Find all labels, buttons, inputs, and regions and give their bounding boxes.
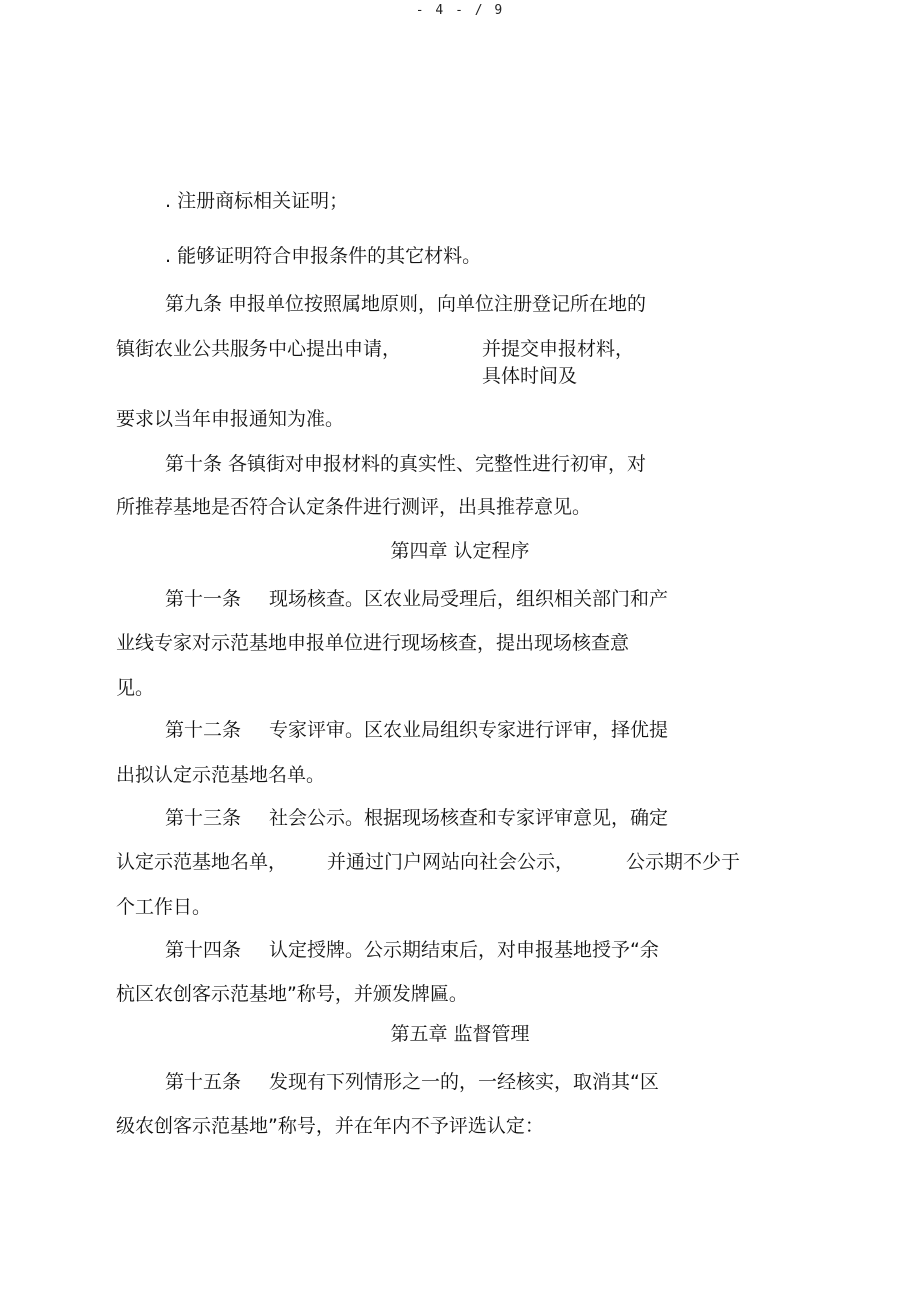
article-13-line-2 [116, 850, 740, 874]
article-9-line-2-part2: 并提交申报材料， [482, 338, 635, 360]
article-11-line-2: 业线专家对示范基地申报单位进行现场核查，提出现场核查意 [116, 632, 630, 654]
chapter-4-heading: 第四章 认定程序 [390, 540, 530, 562]
article-13-text: 社会公示。根据现场核查和专家评审意见，确定 [269, 807, 669, 829]
article-12-text: 专家评审。区农业局组织专家进行评审，择优提 [269, 719, 669, 741]
article-14-line-1 [165, 938, 659, 962]
article-14-line-2: 杭区农创客示范基地”称号，并颁发牌匾。 [116, 983, 468, 1005]
article-11-line-3: 见。 [116, 677, 155, 699]
article-11-number: 第十一条 [165, 588, 242, 610]
article-9-line-1: 第九条 申报单位按照属地原则，向单位注册登记所在地的 [165, 293, 647, 315]
article-14-text: 认定授牌。公示期结束后，对申报基地授予“余 [269, 939, 659, 961]
article-10-line-1: 第十条 各镇街对申报材料的真实性、完整性进行初审，对 [165, 453, 647, 475]
article-10-line-2: 所推荐基地是否符合认定条件进行测评，出具推荐意见。 [116, 496, 592, 518]
article-13-line-2-part3: 公示期不少于 [626, 851, 741, 873]
article-12-line-1 [165, 718, 668, 742]
article-9-line-2-part3: 具体时间及 [482, 365, 578, 387]
list-item-trademark: . 注册商标相关证明； [165, 190, 349, 212]
article-9-line-3: 要求以当年申报通知为准。 [116, 408, 345, 430]
article-13-line-1 [165, 806, 668, 830]
article-14-number: 第十四条 [165, 939, 242, 961]
article-11-text: 现场核查。区农业局受理后，组织相关部门和产 [269, 588, 669, 610]
article-15-line-1 [165, 1070, 659, 1094]
article-15-line-2: 级农创客示范基地”称号，并在年内不予评选认定： [116, 1115, 544, 1137]
article-13-line-3: 个工作日。 [116, 896, 212, 918]
article-13-line-2-part2: 并通过门户网站向社会公示， [327, 851, 575, 873]
article-11-line-1 [165, 587, 668, 611]
article-13-line-2-part1: 认定示范基地名单， [116, 851, 288, 873]
chapter-5-heading: 第五章 监督管理 [390, 1023, 530, 1045]
article-9-line-2-part1: 镇街农业公共服务中心提出申请， [116, 338, 402, 360]
article-12-line-2: 出拟认定示范基地名单。 [116, 764, 326, 786]
article-12-number: 第十二条 [165, 719, 242, 741]
article-13-number: 第十三条 [165, 807, 242, 829]
list-item-other-materials: . 能够证明符合申报条件的其它材料。 [165, 245, 482, 267]
page-number: - 4 - / 9 [415, 3, 505, 18]
article-15-number: 第十五条 [165, 1071, 242, 1093]
article-15-text: 发现有下列情形之一的，一经核实，取消其“区 [269, 1071, 659, 1093]
